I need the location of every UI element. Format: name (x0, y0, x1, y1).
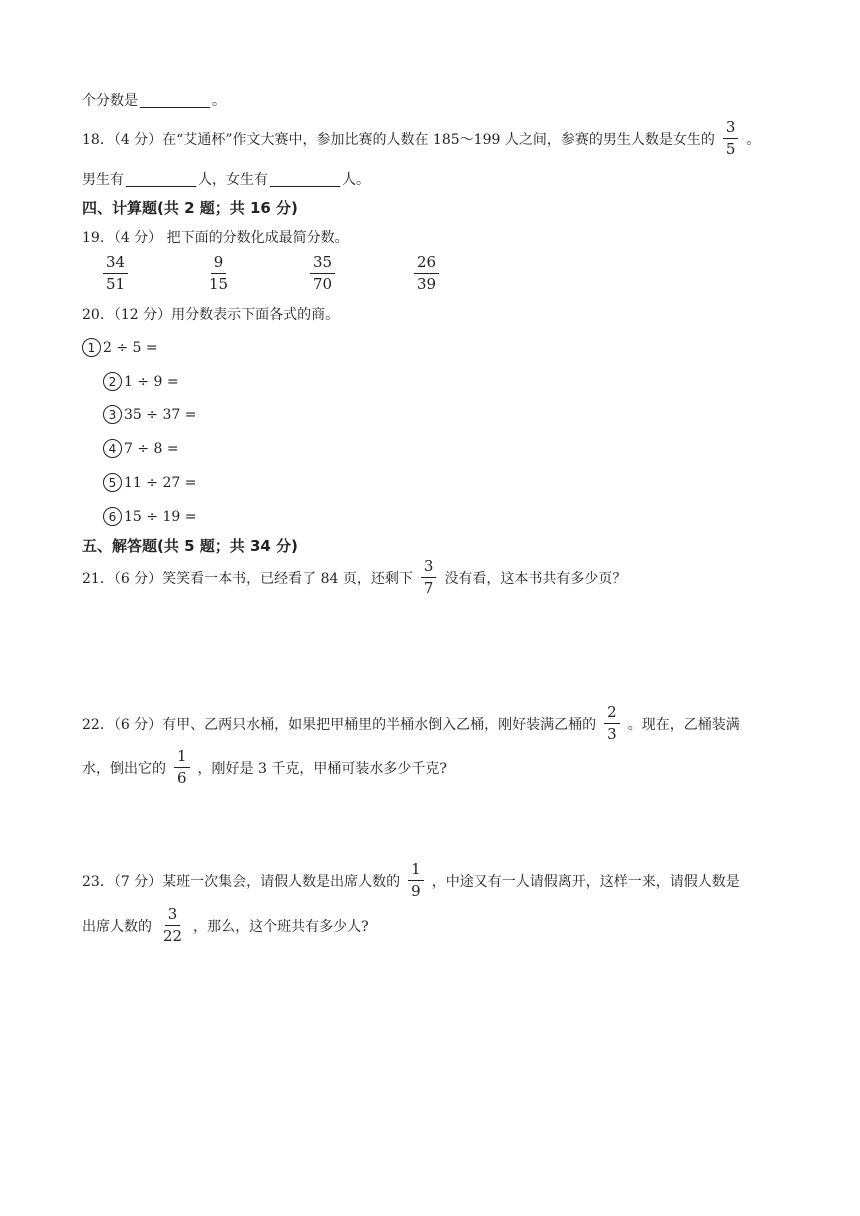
q18-line1 (82, 119, 760, 159)
q22-line2-suffix: ，刚好是 3 千克，甲桶可装水多少千克? (197, 760, 447, 777)
q20-item-3-expr: 35 ÷ 37 = (124, 406, 197, 423)
section-4-title: 四、计算题(共 2 题；共 16 分) (82, 199, 298, 217)
q23-frac1-num: 1 (408, 861, 424, 881)
q19-frac-4-num: 26 (414, 254, 439, 274)
q18-frac-den: 5 (725, 140, 736, 159)
q20-item-6-marker: 6 (103, 507, 122, 526)
q17-text: 个分数是 (82, 93, 138, 109)
q20-item-5 (103, 473, 196, 492)
q17-blank[interactable] (140, 93, 210, 108)
q18-frac-num: 3 (723, 119, 739, 139)
q22-prefix: 22．（6 分）有甲、乙两只水桶，如果把甲桶里的半桶水倒入乙桶，刚好装满乙桶的 (82, 716, 597, 733)
q19-frac-3 (310, 254, 335, 294)
q22-line2-prefix: 水，倒出它的 (82, 760, 166, 777)
q17-tail (82, 90, 226, 110)
q23-fraction-1 (408, 861, 424, 901)
q22-line2 (82, 748, 447, 788)
q18-boys-blank[interactable] (126, 172, 196, 187)
q22-mid: 。现在，乙桶装满 (627, 716, 740, 733)
q20-text: 20．（12 分）用分数表示下面各式的商。 (82, 307, 340, 323)
q20-item-1-expr: 2 ÷ 5 = (103, 339, 158, 356)
q23-prefix: 23．（7 分）某班一次集会，请假人数是出席人数的 (82, 873, 401, 890)
q23-fraction-2 (160, 906, 185, 946)
section-5-title: 五、解答题(共 5 题；共 34 分) (82, 537, 298, 555)
q23-frac2-den: 22 (163, 927, 183, 946)
q22-fraction-2 (174, 748, 190, 788)
q23-line1 (82, 861, 740, 901)
q23-mid: ，中途又有一人请假离开，这样一来，请假人数是 (431, 873, 740, 890)
q18-suffix: 。 (746, 131, 761, 148)
q19-text: 19．（4 分） 把下面的分数化成最简分数。 (82, 230, 349, 246)
q21 (82, 558, 626, 598)
q20-item-3 (103, 405, 196, 424)
q20-item-6-expr: 15 ÷ 19 = (124, 508, 197, 525)
q20-item-4-expr: 7 ÷ 8 = (124, 440, 179, 457)
q19-frac-4-den: 39 (417, 275, 437, 294)
q20-item-1-marker: 1 (82, 338, 101, 357)
q20-item-4 (103, 439, 179, 458)
q19-frac-3-den: 70 (313, 275, 333, 294)
q20-item-5-marker: 5 (103, 473, 122, 492)
q20-item-5-expr: 11 ÷ 27 = (124, 474, 197, 491)
q19-frac-4 (414, 254, 439, 294)
q20-item-2-marker: 2 (103, 372, 122, 391)
q22-line1 (82, 704, 740, 744)
q17-end: 。 (212, 93, 226, 109)
q22-fraction-1 (604, 704, 620, 744)
q21-prefix: 21．（6 分）笑笑看一本书，已经看了 84 页，还剩下 (82, 570, 413, 587)
q20-item-3-marker: 3 (103, 405, 122, 424)
q22-frac2-num: 1 (174, 748, 190, 768)
q19-fractions (0, 254, 860, 296)
q20-item-2-expr: 1 ÷ 9 = (124, 373, 179, 390)
q18-girls-label: 人，女生有 (198, 172, 268, 188)
q19-frac-2-den: 15 (209, 275, 229, 294)
q19-frac-2-num: 9 (211, 254, 227, 274)
q23-frac2-num: 3 (165, 906, 181, 926)
q20-item-2 (103, 372, 179, 391)
q21-fraction (421, 558, 437, 598)
q18-boys-label: 男生有 (82, 172, 124, 188)
q19-frac-3-num: 35 (310, 254, 335, 274)
q19-frac-1-num: 34 (103, 254, 128, 274)
q22-frac2-den: 6 (177, 769, 187, 788)
q20-item-4-marker: 4 (103, 439, 122, 458)
q18-end: 人。 (342, 172, 370, 188)
q19-frac-1 (103, 254, 128, 294)
q23-line2-prefix: 出席人数的 (82, 918, 152, 935)
q19-frac-1-den: 51 (106, 275, 126, 294)
q21-frac-den: 7 (423, 579, 434, 598)
q21-frac-num: 3 (421, 558, 437, 578)
q18-fraction (723, 119, 739, 159)
q23-frac1-den: 9 (411, 882, 421, 901)
q20-item-1 (82, 338, 158, 357)
q21-suffix: 没有看，这本书共有多少页？ (444, 570, 627, 587)
q20-item-6 (103, 507, 196, 526)
q18-line2 (82, 169, 370, 189)
q18-prefix: 18．（4 分）在“艾通杯”作文大赛中，参加比赛的人数在 185～199 人之间，参赛的男生人数是女生的 (82, 131, 715, 148)
q19-frac-2 (206, 254, 231, 294)
q18-girls-blank[interactable] (270, 172, 340, 187)
q23-line2-suffix: ，那么，这个班共有多少人? (193, 918, 369, 935)
q23-line2 (82, 906, 369, 946)
q22-frac1-den: 3 (607, 725, 617, 744)
q22-frac1-num: 2 (604, 704, 620, 724)
